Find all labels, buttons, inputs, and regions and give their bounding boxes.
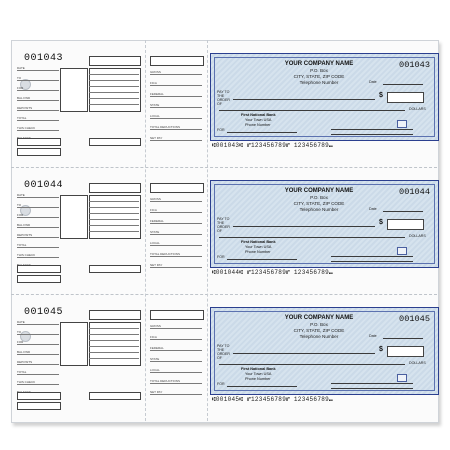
signature-line <box>331 129 413 130</box>
stub-line <box>17 100 59 101</box>
stub-grid-line <box>89 225 139 226</box>
stub-grid-line <box>89 74 139 75</box>
stub-grid-line <box>89 346 139 347</box>
check-number: 001045 <box>399 314 430 324</box>
stub-line <box>17 110 59 111</box>
payee-line <box>233 99 375 100</box>
stub-amount-box <box>89 265 141 273</box>
date-line <box>383 84 423 85</box>
written-amount-line <box>219 237 405 238</box>
signature-line <box>331 388 413 389</box>
stub-label: DEPOSITS <box>17 106 33 110</box>
payroll-line <box>150 328 202 329</box>
payroll-label: GROSS <box>150 70 161 74</box>
payroll-label: NET PAY <box>150 390 163 394</box>
written-amount-line <box>219 364 405 365</box>
company-name: YOUR COMPANY NAME <box>284 61 354 67</box>
signature-line <box>331 256 413 257</box>
stub-grid-line <box>89 86 139 87</box>
stub-label: TOTAL <box>17 370 27 374</box>
stub-grid-line <box>89 340 139 341</box>
payroll-label: FEDERAL <box>150 219 164 223</box>
dollars-label: DOLLARS <box>409 234 426 238</box>
payee-line <box>233 226 375 227</box>
stub-grid-line <box>89 201 139 202</box>
stub-amount-box <box>89 392 141 400</box>
company-address-line: Telephone Number <box>299 80 339 85</box>
stub-line <box>17 354 59 355</box>
stub-label: BAL FWD <box>17 223 31 227</box>
date-label: Date <box>369 207 377 211</box>
stub-grid-box <box>60 195 88 239</box>
stub-line <box>17 70 59 71</box>
company-address-line: CITY, STATE, ZIP CODE <box>293 328 345 333</box>
payroll-header-box <box>150 183 204 193</box>
written-amount-line <box>219 110 405 111</box>
stub-label: DATE <box>17 66 25 70</box>
stub-line <box>17 334 59 335</box>
stub-label: BAL FWD <box>17 350 31 354</box>
stub-grid-line <box>89 92 139 93</box>
stub-grid-line <box>89 98 139 99</box>
payee-line <box>233 353 375 354</box>
payroll-header-box <box>150 56 204 66</box>
stub-check-number: 001043 <box>24 53 64 64</box>
payroll-line <box>150 361 202 362</box>
bank-address-line: Your Town USA <box>245 372 272 376</box>
pay-to-label: PAY TO THE ORDER OF <box>217 90 230 106</box>
stub-grid-line <box>89 328 139 329</box>
dollar-sign: $ <box>379 92 383 99</box>
bank-name: First National Bank <box>241 240 276 244</box>
stub-label: DEPOSITS <box>17 233 33 237</box>
stub-amount-box <box>17 148 61 156</box>
payroll-line <box>150 74 202 75</box>
payroll-label: STATE <box>150 357 160 361</box>
company-address-line: P.O. Box <box>310 195 328 200</box>
dollars-label: DOLLARS <box>409 361 426 365</box>
stub-line <box>17 237 59 238</box>
payroll-label: FICA <box>150 81 157 85</box>
stub-line <box>17 324 59 325</box>
bank-address-line: Your Town USA <box>245 245 272 249</box>
date-label: Date <box>369 334 377 338</box>
signature-line <box>331 261 413 262</box>
payroll-line <box>150 85 202 86</box>
payroll-label: TOTAL DEDUCTIONS <box>150 125 180 129</box>
amount-box[interactable] <box>387 92 424 103</box>
payroll-label: STATE <box>150 103 160 107</box>
stub-grid-box <box>60 68 88 112</box>
bank-address-line: Phone Number <box>245 377 271 381</box>
bank-name: First National Bank <box>241 367 276 371</box>
stub-amount-box <box>17 275 61 283</box>
stub-label: DATE <box>17 320 25 324</box>
payroll-label: FEDERAL <box>150 92 164 96</box>
stub-amount-box <box>17 392 61 400</box>
micr-line: ⑆001044⑆ ⑈123456789⑈ 123456789⑉ <box>212 269 333 276</box>
bank-address-line: Phone Number <box>245 250 271 254</box>
security-lock-icon <box>397 120 407 128</box>
stub-line <box>17 257 59 258</box>
payroll-label: NET PAY <box>150 136 163 140</box>
payroll-label: FEDERAL <box>150 346 164 350</box>
payroll-label: GROSS <box>150 324 161 328</box>
stub-check-number: 001045 <box>24 307 64 318</box>
stub-check-number: 001044 <box>24 180 64 191</box>
memo-label: FOR <box>217 128 225 132</box>
stub-line <box>17 120 59 121</box>
stub-perforation <box>207 40 208 421</box>
stub-label: TO <box>17 203 22 207</box>
date-label: Date <box>369 80 377 84</box>
payroll-line <box>150 383 202 384</box>
micr-line: ⑆001045⑆ ⑈123456789⑈ 123456789⑉ <box>212 396 333 403</box>
company-address-line: P.O. Box <box>310 68 328 73</box>
stub-amount-box <box>89 138 141 146</box>
memo-line <box>227 132 297 133</box>
memo-label: FOR <box>217 382 225 386</box>
stub-amount-box <box>17 402 61 410</box>
payroll-line <box>150 201 202 202</box>
dollars-label: DOLLARS <box>409 107 426 111</box>
company-address-line: Telephone Number <box>299 207 339 212</box>
payroll-label: TOTAL DEDUCTIONS <box>150 379 180 383</box>
stub-label: DEPOSITS <box>17 360 33 364</box>
stub-label: THIS CHECK <box>17 253 36 257</box>
stub-grid-line <box>89 219 139 220</box>
payroll-label: LOCAL <box>150 114 160 118</box>
bank-address-line: Your Town USA <box>245 118 272 122</box>
check-number: 001043 <box>399 60 430 70</box>
payroll-line <box>150 267 202 268</box>
stub-line <box>17 247 59 248</box>
stub-line <box>17 217 59 218</box>
payroll-line <box>150 129 202 130</box>
payroll-line <box>150 339 202 340</box>
stub-line <box>17 384 59 385</box>
stub-label: TO <box>17 76 22 80</box>
stub-line <box>17 90 59 91</box>
stub-line <box>17 364 59 365</box>
perforation-line <box>11 167 437 168</box>
payroll-label: STATE <box>150 230 160 234</box>
amount-box[interactable] <box>387 219 424 230</box>
stub-label: TOTAL <box>17 116 27 120</box>
stub-line <box>17 197 59 198</box>
payroll-label: NET PAY <box>150 263 163 267</box>
stub-grid-line <box>89 104 139 105</box>
date-line <box>383 338 423 339</box>
stub-grid-line <box>89 207 139 208</box>
payroll-line <box>150 256 202 257</box>
payroll-label: FICA <box>150 208 157 212</box>
stub-label: FOR <box>17 86 24 90</box>
bank-name: First National Bank <box>241 113 276 117</box>
stub-line <box>17 130 59 131</box>
business-check <box>210 180 439 268</box>
pay-to-label: PAY TO THE ORDER OF <box>217 344 230 360</box>
stub-line <box>17 80 59 81</box>
stub-header-box <box>89 310 141 320</box>
payroll-line <box>150 140 202 141</box>
payroll-label: LOCAL <box>150 368 160 372</box>
memo-line <box>227 259 297 260</box>
bank-address-line: Phone Number <box>245 123 271 127</box>
stub-grid-line <box>89 231 139 232</box>
company-address-line: Telephone Number <box>299 334 339 339</box>
stub-label: DATE <box>17 193 25 197</box>
signature-line <box>331 134 413 135</box>
payroll-line <box>150 245 202 246</box>
date-line <box>383 211 423 212</box>
payroll-line <box>150 394 202 395</box>
payroll-line <box>150 372 202 373</box>
stub-grid-line <box>89 80 139 81</box>
micr-line: ⑆001043⑆ ⑈123456789⑈ 123456789⑉ <box>212 142 333 149</box>
stub-label: FOR <box>17 213 24 217</box>
stub-line <box>17 374 59 375</box>
stub-line <box>17 227 59 228</box>
stub-line <box>17 344 59 345</box>
payroll-line <box>150 212 202 213</box>
stub-header-box <box>89 56 141 66</box>
company-address-line: CITY, STATE, ZIP CODE <box>293 74 345 79</box>
stub-grid-line <box>89 213 139 214</box>
stub-grid-line <box>89 334 139 335</box>
stub-label: TOTAL <box>17 243 27 247</box>
stub-grid-line <box>89 352 139 353</box>
stub-amount-box <box>17 265 61 273</box>
company-name: YOUR COMPANY NAME <box>284 188 354 194</box>
stub-label: THIS CHECK <box>17 380 36 384</box>
payroll-line <box>150 107 202 108</box>
company-address-line: P.O. Box <box>310 322 328 327</box>
dollar-sign: $ <box>379 219 383 226</box>
memo-line <box>227 386 297 387</box>
company-address-line: CITY, STATE, ZIP CODE <box>293 201 345 206</box>
stub-label: THIS CHECK <box>17 126 36 130</box>
stub-header-box <box>89 183 141 193</box>
signature-line <box>331 383 413 384</box>
payroll-line <box>150 350 202 351</box>
stub-line <box>17 207 59 208</box>
payroll-header-box <box>150 310 204 320</box>
perforation-line <box>11 294 437 295</box>
stub-perforation <box>145 40 146 421</box>
stub-label: TO <box>17 330 22 334</box>
company-name: YOUR COMPANY NAME <box>284 315 354 321</box>
payroll-label: LOCAL <box>150 241 160 245</box>
payroll-label: FICA <box>150 335 157 339</box>
pay-to-label: PAY TO THE ORDER OF <box>217 217 230 233</box>
stub-grid-box <box>60 322 88 366</box>
stub-amount-box <box>17 138 61 146</box>
stub-label: BAL FWD <box>17 96 31 100</box>
amount-box[interactable] <box>387 346 424 357</box>
business-check <box>210 53 439 141</box>
payroll-label: GROSS <box>150 197 161 201</box>
stub-label: FOR <box>17 340 24 344</box>
security-lock-icon <box>397 374 407 382</box>
dollar-sign: $ <box>379 346 383 353</box>
payroll-line <box>150 118 202 119</box>
payroll-line <box>150 234 202 235</box>
check-number: 001044 <box>399 187 430 197</box>
security-lock-icon <box>397 247 407 255</box>
stub-grid-line <box>89 358 139 359</box>
payroll-label: TOTAL DEDUCTIONS <box>150 252 180 256</box>
payroll-line <box>150 96 202 97</box>
memo-label: FOR <box>217 255 225 259</box>
payroll-line <box>150 223 202 224</box>
business-check <box>210 307 439 395</box>
